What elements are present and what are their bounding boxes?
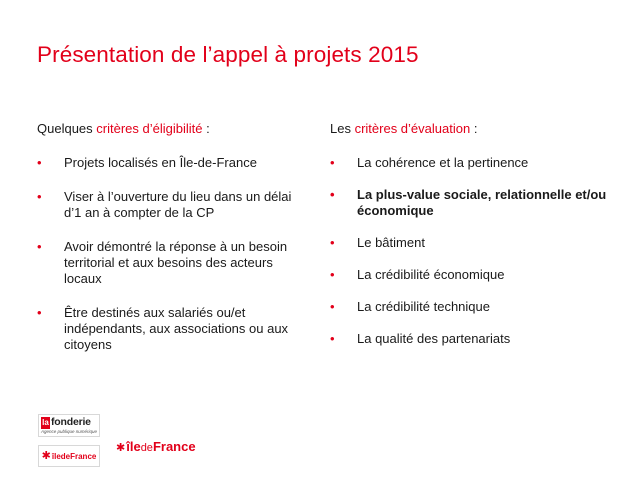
- list-item: [37, 305, 297, 353]
- bullet-icon: •: [330, 299, 335, 314]
- list-item: [37, 239, 297, 287]
- slide-title: Présentation de l’appel à projets 2015: [37, 42, 419, 67]
- eligibility-heading-suffix: :: [202, 121, 210, 136]
- bullet-icon: •: [37, 305, 42, 320]
- idf-logo-text-de: de: [140, 442, 153, 454]
- eligibility-item-text: Viser à l’ouverture du lieu dans un délai d’1 an à compter de la CP: [64, 189, 292, 220]
- list-item: [330, 299, 630, 315]
- bullet-icon: •: [37, 155, 42, 170]
- list-item: [37, 189, 297, 221]
- ile-de-france-small-logo: [38, 445, 100, 467]
- la-fonderie-logo-mark: la: [42, 418, 49, 427]
- idf-small-logo-text-b: France: [70, 452, 97, 461]
- evaluation-heading: [330, 121, 630, 137]
- eligibility-list: [37, 155, 297, 353]
- evaluation-item-text: La plus-value sociale, relationnelle et/ou économique: [357, 187, 607, 218]
- la-fonderie-logo-tagline: Agence publique numérique: [41, 429, 98, 434]
- eligibility-item-text: Projets localisés en Île-de-France: [64, 155, 257, 170]
- idf-logo-text-a: île: [126, 439, 141, 454]
- evaluation-heading-prefix: Les: [330, 121, 355, 136]
- list-item: [330, 331, 630, 347]
- la-fonderie-logo: [38, 414, 100, 437]
- eligibility-item-text: Avoir démontré la réponse à un besoin territorial et aux besoins des acteurs locaux: [64, 239, 288, 286]
- idf-logo-text-b: France: [152, 439, 196, 454]
- evaluation-item-text: La crédibilité technique: [357, 299, 490, 314]
- bullet-icon: •: [37, 189, 42, 204]
- evaluation-item-text: La qualité des partenariats: [357, 331, 511, 346]
- evaluation-heading-highlight: critères d’évaluation: [354, 121, 471, 136]
- list-item: [330, 235, 630, 251]
- evaluation-column: [330, 121, 630, 363]
- eligibility-heading-prefix: Quelques: [37, 121, 97, 136]
- eligibility-heading-highlight: critères d’éligibilité: [96, 121, 203, 136]
- idf-small-logo-text-a: îlede: [51, 452, 71, 461]
- ile-de-france-logo: [116, 439, 196, 456]
- evaluation-item-text: La cohérence et la pertinence: [357, 155, 529, 170]
- list-item: [330, 187, 630, 219]
- list-item: [330, 267, 630, 283]
- evaluation-item-text: Le bâtiment: [357, 235, 425, 250]
- bullet-icon: •: [37, 239, 42, 254]
- bullet-icon: •: [330, 331, 335, 346]
- star-icon: ✱: [41, 450, 51, 462]
- eligibility-heading: [37, 121, 297, 137]
- eligibility-item-text: Être destinés aux salariés ou/et indépendants, aux associations ou aux citoyens: [64, 305, 289, 352]
- list-item: [37, 155, 297, 171]
- list-item: [330, 155, 630, 171]
- la-fonderie-logo-word: fonderie: [51, 416, 91, 428]
- bullet-icon: •: [330, 235, 335, 250]
- evaluation-heading-suffix: :: [470, 121, 478, 136]
- eligibility-column: [37, 121, 297, 371]
- bullet-icon: •: [330, 187, 335, 202]
- bullet-icon: •: [330, 267, 335, 282]
- bullet-icon: •: [330, 155, 335, 170]
- star-icon: ✱: [116, 442, 126, 454]
- evaluation-item-text: La crédibilité économique: [357, 267, 505, 282]
- evaluation-list: [330, 155, 630, 347]
